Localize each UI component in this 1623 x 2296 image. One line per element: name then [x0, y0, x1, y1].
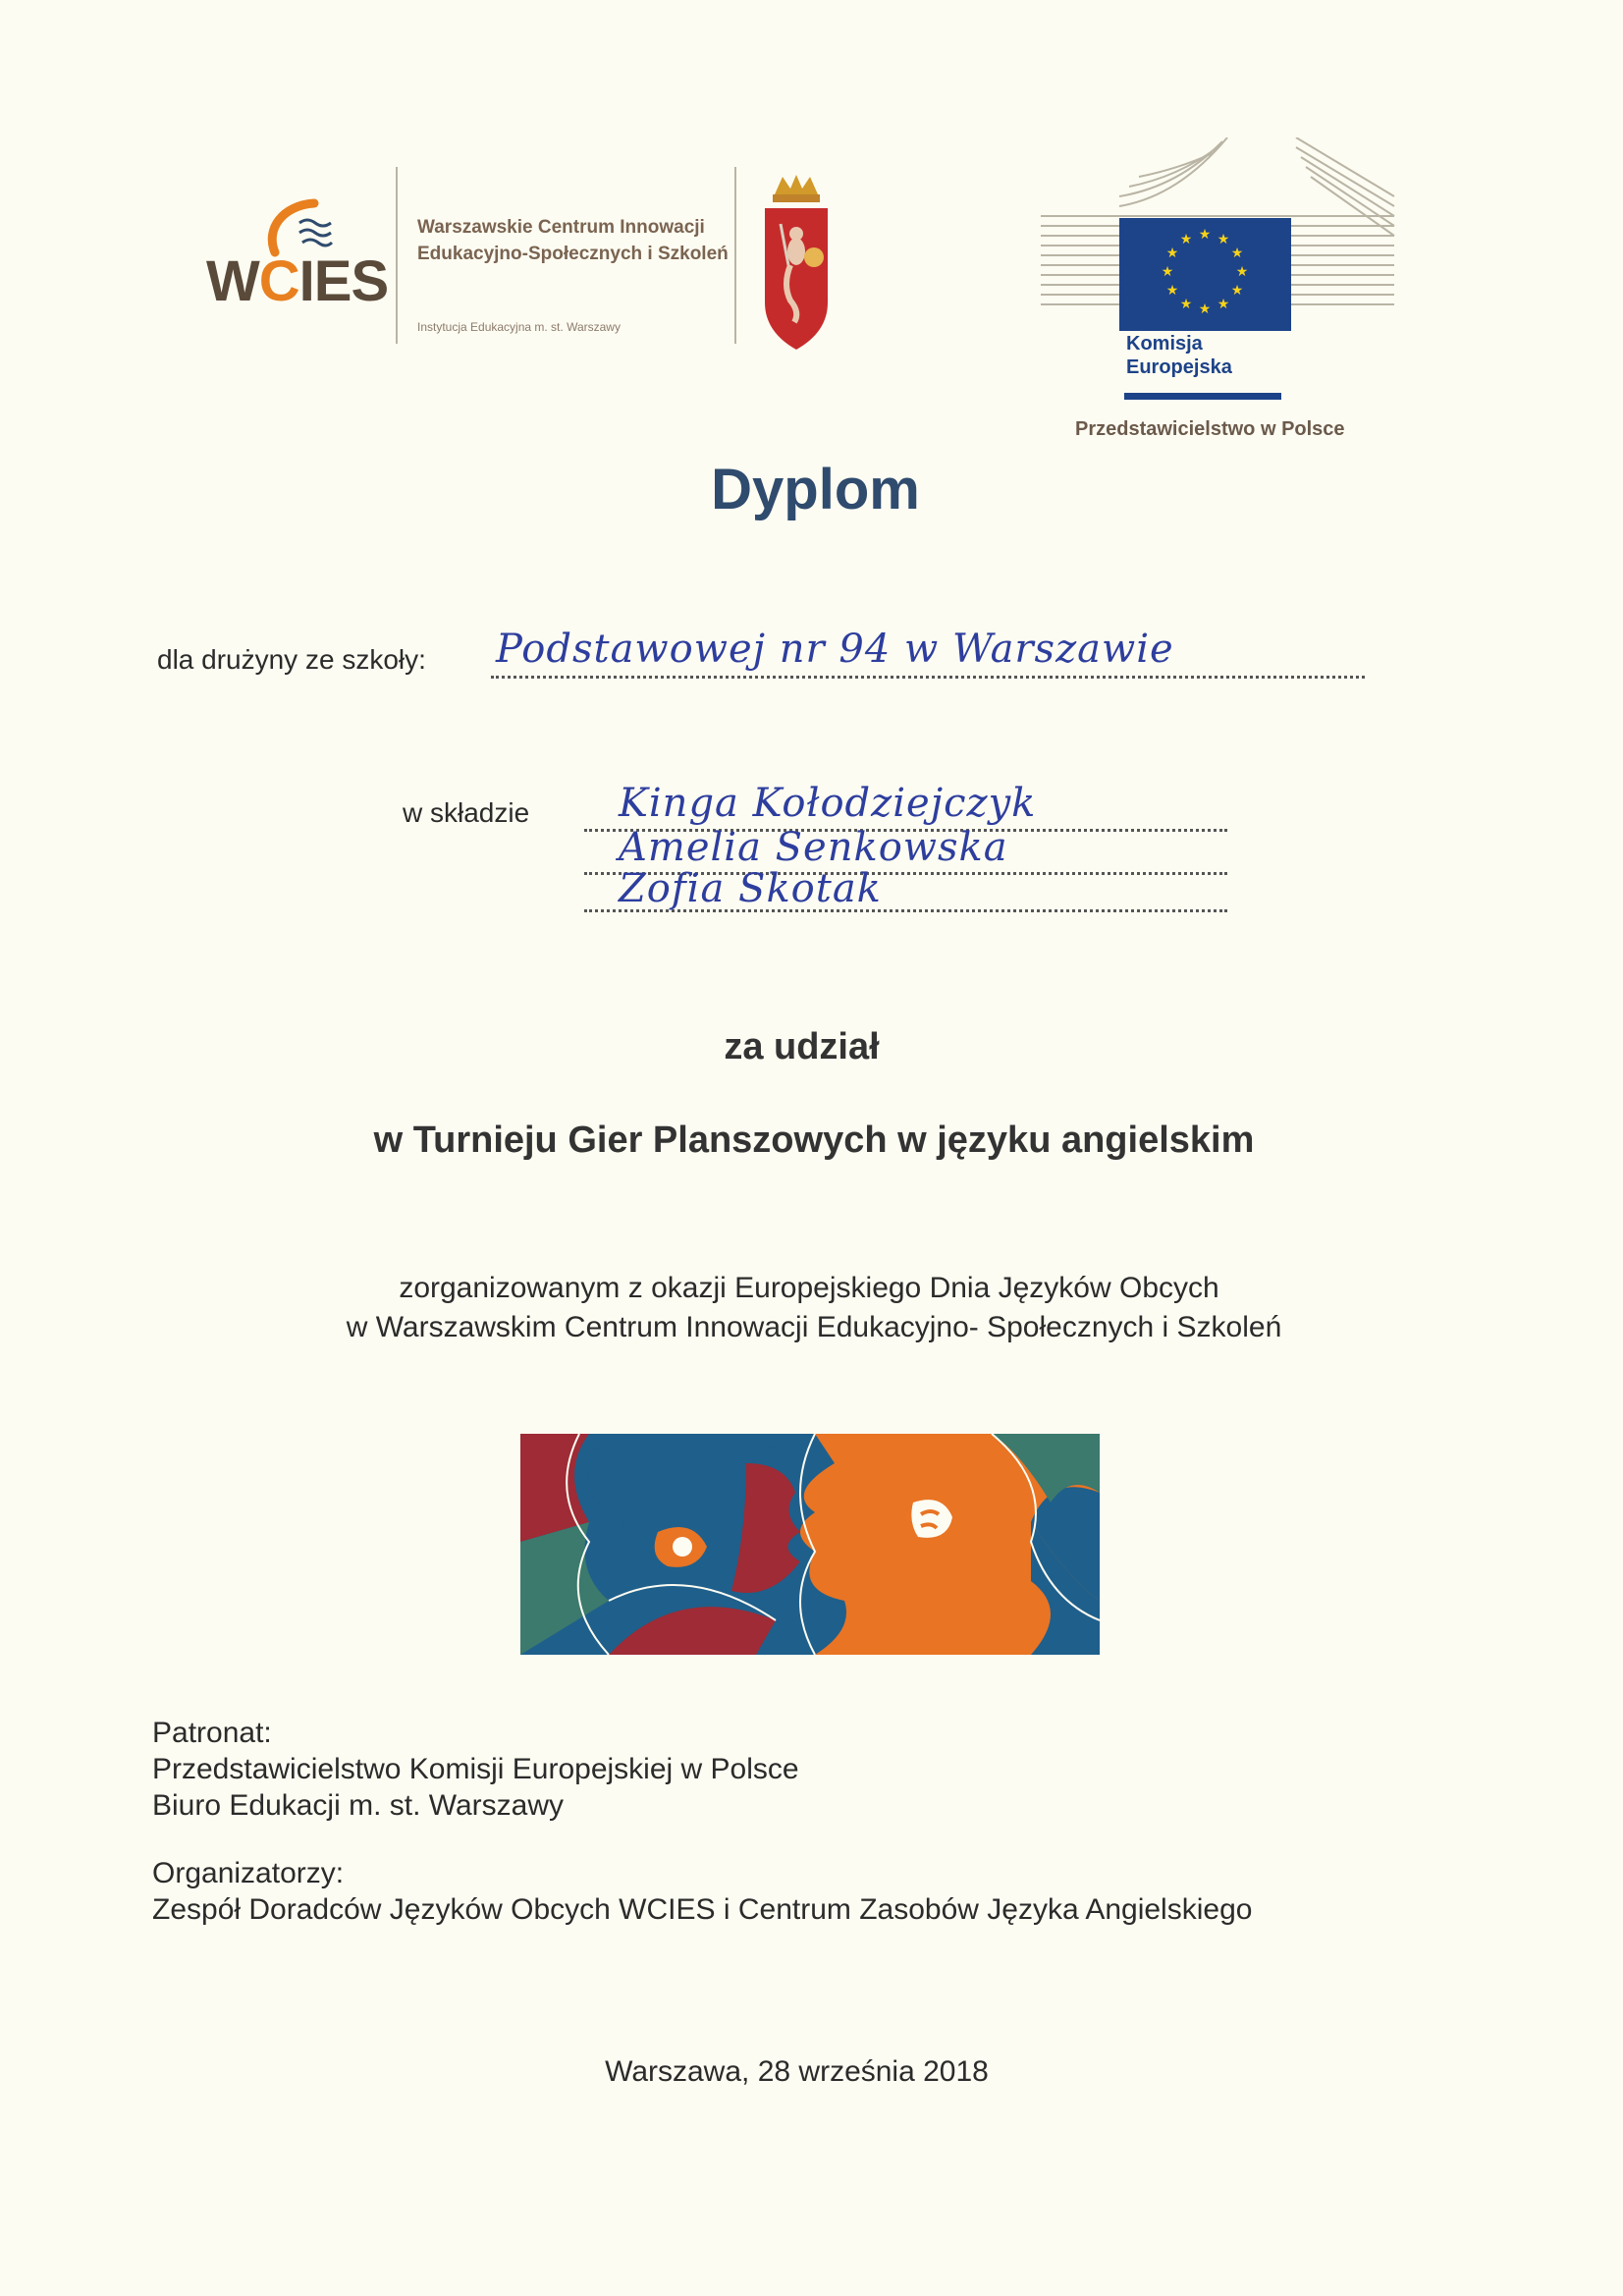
members-label: w składzie — [403, 797, 530, 828]
svg-text:★: ★ — [1230, 283, 1244, 299]
place-and-date: Warszawa, 28 września 2018 — [605, 2055, 989, 2088]
patronage-section — [152, 1715, 799, 1824]
ec-name-line-1: Komisja — [1126, 333, 1203, 355]
award-intro: za udział — [724, 1026, 880, 1067]
svg-text:★: ★ — [1198, 301, 1212, 317]
patron-item: Przedstawicielstwo Komisji Europejskiej w Polsce — [152, 1753, 799, 1785]
svg-text:★: ★ — [1198, 227, 1212, 243]
svg-text:★: ★ — [1165, 246, 1179, 261]
svg-text:★: ★ — [1179, 232, 1193, 247]
wcies-full-name — [417, 214, 731, 267]
occasion-line-2: w Warszawskim Centrum Innowacji Edukacyjno- Społecznych i Szkoleń — [346, 1311, 1282, 1343]
school-handwritten-value: Podstawowej nr 94 w Warszawie — [496, 627, 1174, 672]
organizers-section — [152, 1855, 1252, 1928]
european-day-of-languages-banner — [520, 1434, 1100, 1660]
school-dotted-line — [491, 674, 1365, 679]
member-handwritten-name: Amelia Senkowska — [619, 825, 1008, 870]
logo-divider — [734, 167, 736, 344]
logo-divider — [396, 167, 398, 344]
organizers-text: Zespół Doradców Języków Obcych WCIES i Centrum Zasobów Języka Angielskiego — [152, 1893, 1253, 1926]
svg-text:★: ★ — [1179, 297, 1193, 312]
svg-text:★: ★ — [1161, 264, 1174, 280]
european-commission-logo — [1041, 137, 1424, 339]
svg-text:★: ★ — [1165, 283, 1179, 299]
member-handwritten-name: Zofia Skotak — [619, 866, 882, 911]
member-handwritten-name: Kinga Kołodziejczyk — [619, 781, 1037, 826]
wcies-name-line-2: Edukacyjno-Społecznych i Szkoleń — [417, 244, 729, 264]
warsaw-crest-icon — [761, 175, 832, 356]
wcies-logo — [206, 191, 389, 339]
ec-name — [1126, 332, 1232, 379]
svg-text:★: ★ — [1217, 297, 1230, 312]
patronage-label: Patronat: — [152, 1717, 272, 1749]
svg-text:★: ★ — [1217, 232, 1230, 247]
ec-accent-bar — [1124, 393, 1281, 400]
organizers-label: Organizatorzy: — [152, 1857, 345, 1889]
svg-text:★: ★ — [1235, 264, 1249, 280]
patron-item: Biuro Edukacji m. st. Warszawy — [152, 1789, 564, 1822]
wcies-name-line-1: Warszawskie Centrum Innowacji — [417, 217, 705, 238]
ec-name-line-2: Europejska — [1126, 356, 1232, 378]
ec-representation: Przedstawicielstwo w Polsce — [1075, 418, 1345, 440]
tournament-name: w Turnieju Gier Planszowych w języku angielskim — [373, 1120, 1255, 1161]
occasion-line-1: zorganizowanym z okazji Europejskiego Dnia Języków Obcych — [399, 1272, 1219, 1304]
school-label: dla drużyny ze szkoły: — [157, 644, 426, 675]
wcies-logo-text: WCIES — [206, 249, 389, 313]
svg-text:★: ★ — [1230, 246, 1244, 261]
diploma-title: Dyplom — [711, 458, 920, 521]
wcies-subtitle: Instytucja Edukacyjna m. st. Warszawy — [417, 320, 621, 334]
